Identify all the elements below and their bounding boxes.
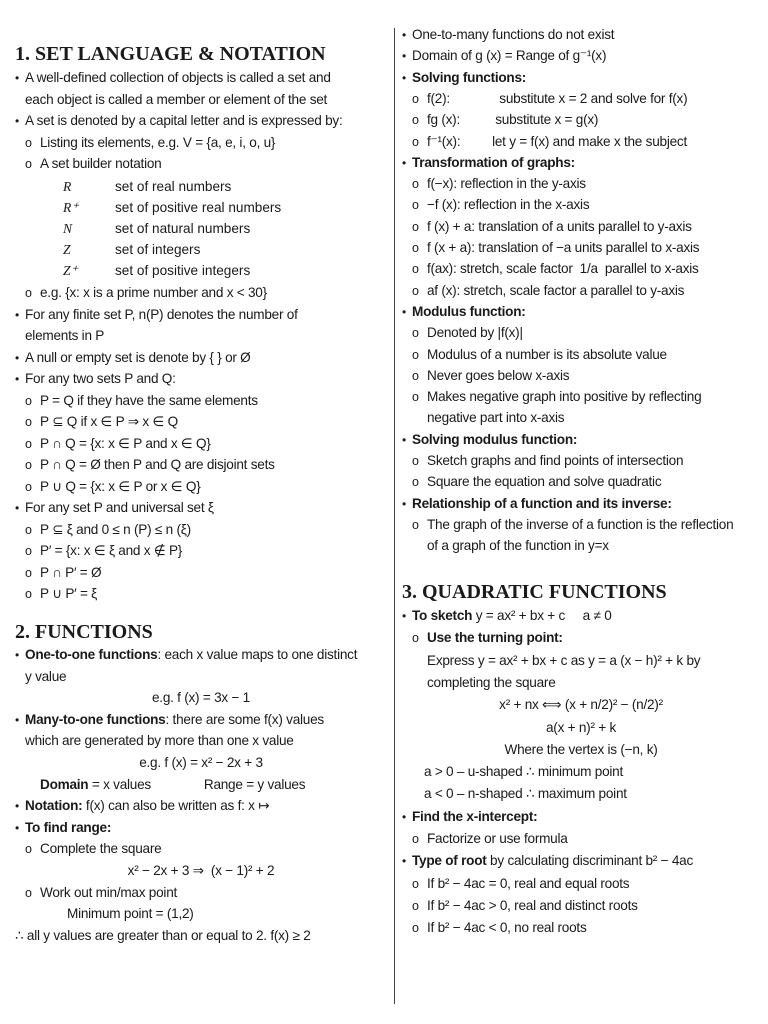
definition-row [63, 218, 281, 239]
right-column [402, 0, 760, 1024]
sub-bullet-icon: o [412, 368, 419, 383]
line-text: e.g. f (x) = 3x − 1 [151, 690, 250, 706]
bullet-icon: • [15, 114, 19, 128]
bullet-icon: • [15, 501, 19, 515]
text-line [412, 367, 569, 385]
sub-bullet-icon: o [412, 283, 419, 298]
line-text: Never goes below x-axis [427, 367, 570, 383]
bullet-icon: • [15, 71, 19, 85]
sub-bullet-icon: o [412, 177, 419, 192]
line-text: elements in P [25, 328, 105, 343]
line-text: Work out min/max point [40, 884, 178, 900]
sub-bullet-icon: o [412, 921, 419, 936]
line-text: which are generated by more than one x value [25, 733, 294, 749]
text-line [15, 69, 331, 87]
text-line [424, 785, 627, 803]
sub-bullet-icon: o [25, 565, 32, 580]
line-text: P ∩ Q = {x: x ∈ P and x ∈ Q} [40, 435, 211, 451]
text-line [412, 90, 687, 108]
line-text: A null or empty set is denote by { } or Ø [25, 349, 251, 365]
sub-bullet-icon: o [412, 198, 419, 213]
set-symbol: Z [63, 242, 71, 257]
text-line [15, 370, 176, 388]
text-line [412, 282, 684, 300]
text-line [402, 431, 577, 449]
sub-bullet-icon: o [25, 544, 32, 558]
definition-row [63, 176, 281, 197]
text-line [15, 306, 298, 324]
line-text: For any two sets P and Q: [25, 371, 176, 386]
text-line [412, 133, 687, 151]
line-text: a(x + n)² + k [545, 719, 617, 735]
line-text: P ⊆ ξ and 0 ≤ n (P) ≤ n (ξ) [40, 521, 191, 537]
bold-label: Relationship of a function and its inverse: [412, 495, 672, 511]
bullet-icon: • [402, 304, 406, 319]
sub-bullet-icon: o [412, 832, 419, 846]
sub-bullet-icon: o [412, 631, 419, 646]
bullet-icon: • [15, 712, 19, 727]
text-line [15, 646, 357, 664]
text-line [412, 346, 667, 364]
set-meaning: set of integers [115, 242, 201, 257]
line-text: The graph of the inverse of a function is the reflection [427, 516, 734, 532]
left-column [15, 0, 387, 1024]
text-line [402, 741, 760, 759]
line-text: a < 0 – n-shaped ∴ maximum point [424, 786, 627, 802]
section-heading: 3. QUADRATIC FUNCTIONS [402, 581, 667, 603]
sub-bullet-icon: o [412, 390, 419, 405]
line-text: f(2): substitute x = 2 and solve for f(x) [427, 90, 688, 106]
bold-label: Modulus function: [412, 303, 526, 319]
text-line [15, 819, 111, 837]
text-line [427, 537, 609, 555]
line-text: y value [25, 668, 67, 684]
line-text: Express y = ax² + bx + c as y = a (x − h)² + k by [427, 652, 701, 668]
text-line [412, 239, 699, 257]
bullet-icon: • [15, 372, 19, 386]
text-line [25, 284, 267, 302]
sub-bullet-icon: o [25, 522, 32, 537]
text-line [25, 668, 66, 686]
text-line [15, 927, 311, 945]
text-line [412, 175, 586, 193]
bold-label: Type of root [412, 853, 487, 869]
text-line [402, 719, 760, 737]
sub-bullet-icon: o [412, 454, 419, 468]
line-text: One-to-many functions do not exist [412, 27, 615, 42]
sub-bullet-icon: o [25, 885, 32, 900]
sub-bullet-icon: o [412, 262, 419, 277]
text-line [25, 521, 191, 539]
sub-bullet-icon: o [412, 475, 419, 490]
set-symbol: R [63, 179, 72, 194]
text-line [412, 897, 638, 915]
line-text: fg (x): substitute x = g(x) [427, 112, 599, 128]
text-line [402, 303, 526, 321]
bullet-icon: • [15, 648, 19, 662]
line-text: Minimum point = (1,2) [67, 906, 194, 922]
text-line [25, 542, 182, 560]
text-line [25, 585, 97, 603]
set-meaning: set of natural numbers [115, 221, 251, 236]
sub-bullet-icon: o [412, 241, 419, 255]
text-line [412, 473, 661, 491]
text-line [412, 919, 587, 937]
bold-label: Many-to-one functions [25, 711, 166, 727]
line-text: af (x): stretch, scale factor a parallel to y-axis [427, 282, 685, 298]
sub-bullet-icon: o [25, 393, 32, 408]
set-symbol: N [63, 221, 73, 236]
bold-label: Domain [40, 776, 89, 792]
text-line [412, 324, 523, 342]
line-text: P′ = {x: x ∈ ξ and x ∉ P} [40, 543, 183, 558]
set-symbol: Z⁺ [63, 263, 78, 278]
sub-bullet-icon: o [412, 91, 419, 106]
line-text: x² + nx ⟺ (x + n/2)² − (n/2)² [499, 697, 663, 713]
sub-bullet-icon: o [25, 157, 32, 171]
section-heading: 1. SET LANGUAGE & NOTATION [15, 43, 326, 65]
text-line [427, 409, 564, 427]
bold-label: Transformation of graphs: [412, 154, 575, 170]
text-line [412, 260, 699, 278]
text-line [25, 327, 104, 345]
sub-bullet-icon: o [412, 876, 419, 891]
text-line [402, 26, 614, 44]
text-line [25, 478, 201, 496]
set-definitions-table [63, 176, 281, 281]
text-line [25, 134, 275, 152]
text-line [15, 689, 387, 707]
bullet-icon: • [402, 155, 406, 170]
sub-bullet-icon: o [412, 219, 419, 234]
sub-bullet-icon: o [412, 113, 419, 128]
set-meaning: set of positive integers [115, 263, 251, 278]
line-text: f(−x): reflection in the y-axis [427, 176, 586, 192]
text-line [412, 629, 563, 647]
text-line [402, 47, 606, 65]
bold-label: Notation: [25, 798, 83, 814]
bullet-icon: • [402, 496, 406, 511]
bullet-icon: • [15, 307, 19, 322]
line-text: P ∩ P′ = Ø [40, 564, 102, 580]
line-text: If b² − 4ac < 0, no real roots [427, 920, 587, 936]
sub-bullet-icon: o [412, 134, 419, 149]
definition-row [63, 197, 281, 218]
text-line [25, 884, 177, 902]
line-text: f (x) + a: translation of a units parallel to y-axis [427, 218, 692, 234]
text-line [402, 696, 760, 714]
line-text: Listing its elements, e.g. V = {a, e, i, o, u} [40, 134, 276, 150]
bullet-icon: • [402, 49, 406, 64]
text-line [412, 388, 701, 406]
line-text: each object is called a member or element of the set [25, 91, 328, 107]
bold-label: Use the turning point: [427, 630, 563, 646]
text-line [25, 392, 258, 410]
bullet-icon: • [402, 28, 406, 42]
text-line [402, 154, 575, 172]
bullet-icon: • [402, 809, 406, 824]
line-text: e.g. f (x) = x² − 2x + 3 [139, 755, 263, 770]
line-text: f(ax): stretch, scale factor 1/a parallel to x-axis [427, 261, 699, 277]
line-text: P ⊆ Q if x ∈ P ⇒ x ∈ Q [40, 414, 178, 429]
definition-row [63, 260, 281, 281]
text-line [25, 155, 161, 173]
bullet-icon: • [402, 854, 406, 869]
line-text: x² − 2x + 3 ⇒ (x − 1)² + 2 [127, 863, 275, 878]
line-text: = x values Range = y values [88, 776, 306, 792]
text-line [15, 499, 214, 517]
text-line [402, 69, 526, 87]
sub-bullet-icon: o [25, 458, 32, 472]
text-line [427, 674, 556, 692]
line-text: Domain of g (x) = Range of g⁻¹(x) [412, 48, 607, 64]
line-text: P ∪ Q = {x: x ∈ P or x ∈ Q} [40, 478, 201, 494]
line-text: Denoted by |f(x)| [427, 325, 523, 341]
text-line [15, 754, 387, 772]
line-text: If b² − 4ac > 0, real and distinct roots [427, 897, 638, 913]
sub-bullet-icon: o [25, 415, 32, 429]
sub-bullet-icon: o [25, 286, 32, 300]
set-symbol: R⁺ [63, 200, 79, 215]
line-text: P ∪ P′ = ξ [40, 586, 98, 601]
bold-label: Find the x-intercept: [412, 808, 538, 824]
text-line [25, 456, 275, 474]
bullet-icon: • [15, 820, 19, 835]
line-text: P ∩ Q = Ø then P and Q are disjoint sets [40, 457, 275, 472]
text-line [25, 91, 327, 109]
line-text: Factorize or use formula [427, 831, 568, 846]
text-line [412, 218, 692, 236]
bold-label: Solving functions: [412, 69, 527, 85]
text-line [412, 875, 629, 893]
text-line [412, 196, 589, 214]
line-text: Where the vertex is (−n, k) [504, 741, 658, 757]
set-meaning: set of real numbers [115, 179, 232, 194]
text-line [15, 711, 324, 729]
line-text: negative part into x-axis [427, 410, 565, 426]
bold-label: To find range: [25, 819, 112, 835]
bullet-icon: • [402, 432, 406, 447]
text-line [402, 808, 537, 826]
line-text: Sketch graphs and find points of intersection [427, 453, 684, 468]
bullet-icon: • [402, 609, 406, 623]
sub-bullet-icon: o [412, 347, 419, 362]
text-line [402, 607, 612, 625]
section-heading: 2. FUNCTIONS [15, 621, 153, 643]
line-text: : there are some f(x) values [165, 711, 324, 727]
line-text: Square the equation and solve quadratic [427, 474, 662, 490]
text-line [25, 435, 211, 453]
line-text: f(x) can also be written as f: x ↦ [82, 798, 270, 814]
text-line [15, 862, 387, 880]
sub-bullet-icon: o [25, 479, 32, 494]
line-text: f⁻¹(x): let y = f(x) and make x the subject [427, 133, 687, 149]
text-line [402, 495, 672, 513]
line-text: Complete the square [40, 841, 162, 857]
line-text: Makes negative graph into positive by reflecting [427, 389, 702, 405]
text-line [412, 516, 733, 534]
line-text: For any set P and universal set ξ [25, 500, 214, 515]
bold-label: Solving modulus function: [412, 431, 578, 447]
line-text: Modulus of a number is its absolute value [427, 346, 667, 362]
line-text: ∴ all y values are greater than or equal to 2. f(x) ≥ 2 [15, 927, 311, 943]
line-text: A well-defined collection of objects is called a set and [25, 70, 331, 85]
line-text: e.g. {x: x is a prime number and x < 30} [40, 285, 267, 300]
text-line [412, 111, 598, 129]
text-line [427, 652, 700, 670]
text-line [25, 732, 294, 750]
sub-bullet-icon: o [412, 898, 419, 913]
bold-label: One-to-one functions [25, 647, 158, 662]
text-line [67, 905, 194, 923]
set-meaning: set of positive real numbers [115, 200, 282, 215]
line-text: f (x + a): translation of −a units parallel to x-axis [427, 240, 700, 255]
bullet-icon: • [15, 350, 19, 365]
text-line [402, 852, 693, 870]
line-text: by calculating discriminant b² − 4ac [486, 853, 693, 869]
text-line [15, 349, 251, 367]
text-line [15, 797, 269, 815]
sub-bullet-icon: o [25, 842, 32, 857]
line-text: : each x value maps to one distinct [157, 647, 358, 662]
sub-bullet-icon: o [412, 517, 419, 532]
line-text: For any finite set P, n(P) denotes the number of [25, 306, 298, 322]
line-text: If b² − 4ac = 0, real and equal roots [427, 875, 630, 891]
sub-bullet-icon: o [25, 587, 32, 601]
text-line [40, 776, 305, 794]
line-text: completing the square [427, 674, 556, 690]
line-text: y = ax² + bx + c a ≠ 0 [472, 608, 612, 623]
column-divider [394, 28, 395, 1004]
text-line [15, 112, 342, 130]
line-text: A set is denoted by a capital letter and is expressed by: [25, 113, 343, 128]
line-text: P = Q if they have the same elements [40, 392, 258, 408]
line-text: −f (x): reflection in the x-axis [427, 197, 590, 213]
line-text: a > 0 – u-shaped ∴ minimum point [424, 764, 623, 780]
sub-bullet-icon: o [25, 436, 32, 451]
bold-label: To sketch [412, 608, 473, 623]
text-line [25, 413, 178, 431]
line-text: A set builder notation [40, 156, 162, 171]
text-line [412, 452, 683, 470]
text-line [25, 840, 161, 858]
bullet-icon: • [15, 799, 19, 814]
sub-bullet-icon: o [412, 326, 419, 341]
text-line [25, 564, 101, 582]
line-text: of a graph of the function in y=x [427, 538, 609, 554]
text-line [424, 763, 623, 781]
text-line [412, 830, 568, 848]
sub-bullet-icon: o [25, 135, 32, 150]
definition-row [63, 239, 281, 260]
bullet-icon: • [402, 70, 406, 85]
